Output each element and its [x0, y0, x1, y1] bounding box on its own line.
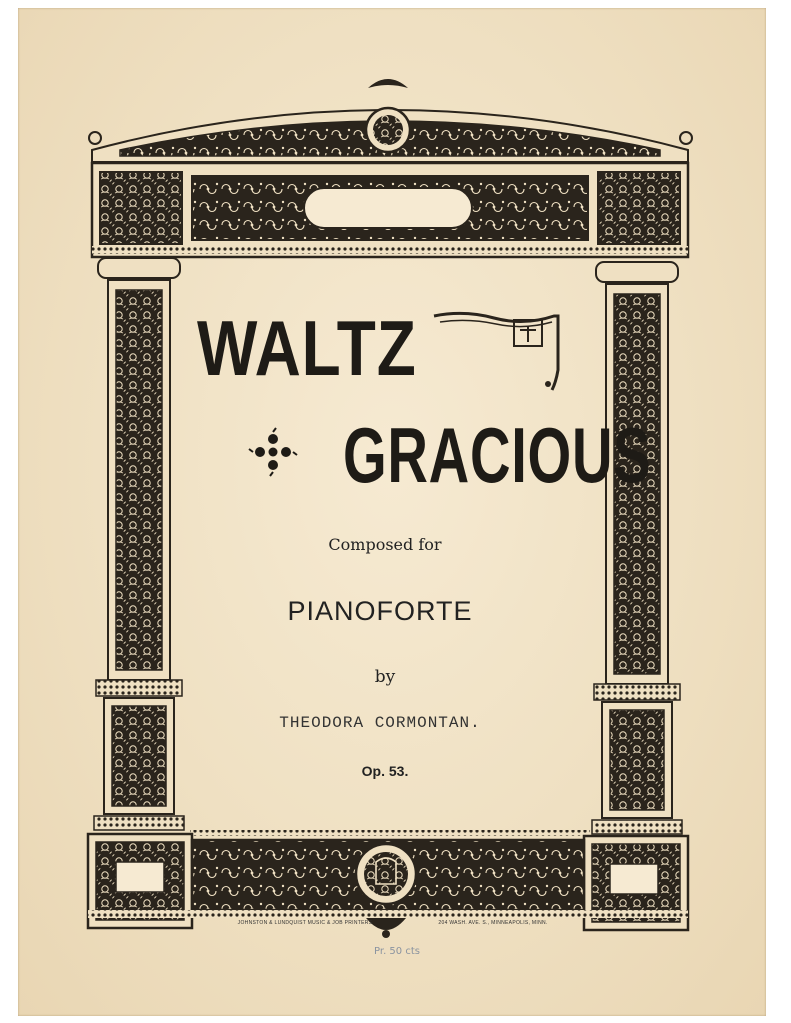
printer-imprint: JOHNSTON & LUNDQUIST MUSIC & JOB PRINTERS: [237, 920, 373, 926]
by-label: by: [374, 667, 396, 687]
title-line-2: GRACIOUS: [343, 411, 652, 499]
instrument-label: PIANOFORTE: [287, 596, 473, 626]
title-line-1: WALTZ: [197, 304, 417, 392]
fleuron-cross-icon: [249, 428, 297, 476]
pediment: [89, 79, 692, 162]
left-pillar: [94, 258, 184, 830]
opus-number: Op. 53.: [361, 763, 409, 779]
right-pillar: [592, 262, 682, 834]
corner-flourish-icon: [434, 313, 558, 390]
composer-name: THEODORA CORMONTAN.: [279, 714, 481, 732]
price-stamp: Pr. 50 cts: [374, 946, 420, 957]
composed-for-label: Composed for: [328, 535, 442, 554]
printer-address: 204 WASH. AVE. S., MINNEAPOLIS, MINN.: [438, 920, 548, 926]
top-frieze: [92, 163, 688, 257]
